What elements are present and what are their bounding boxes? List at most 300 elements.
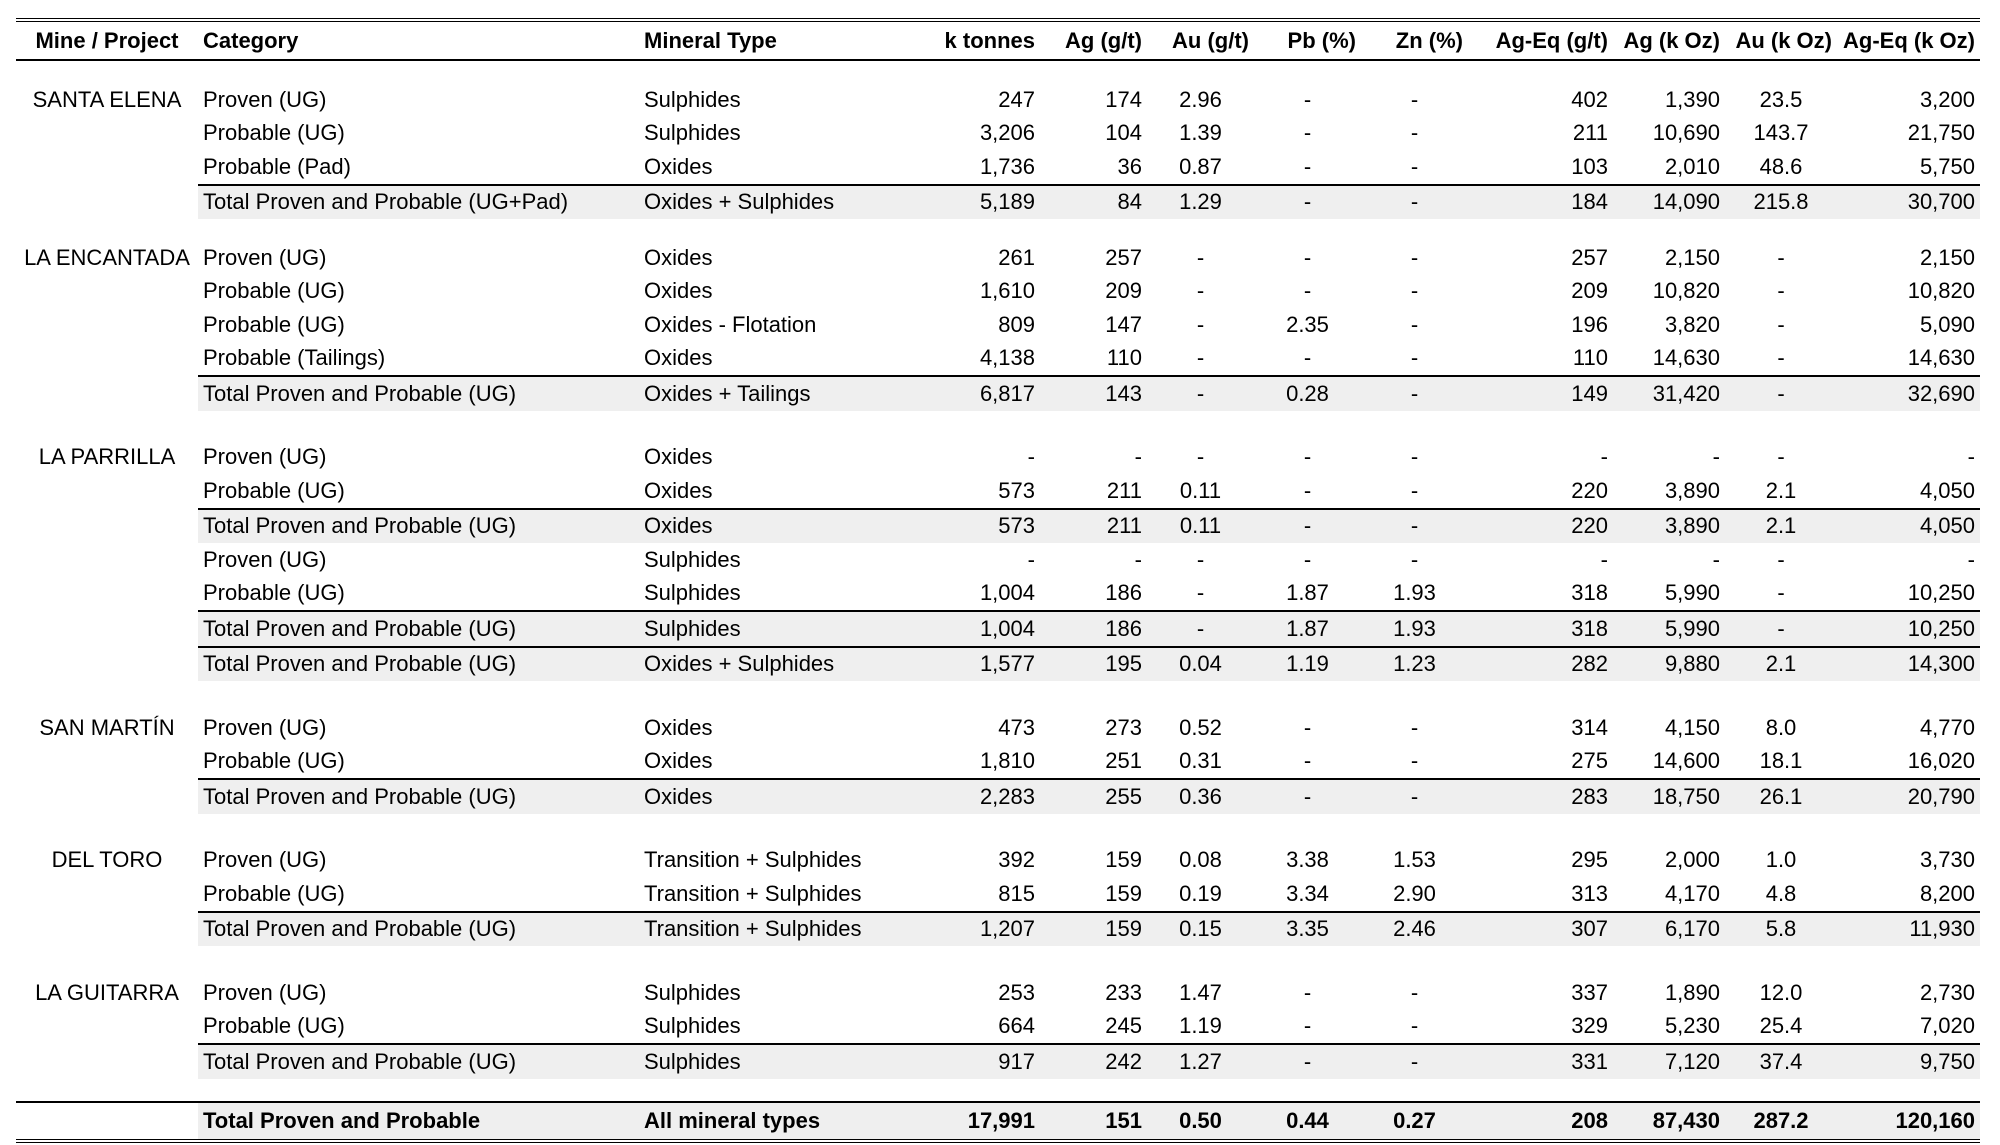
au-koz-cell: 2.1 — [1725, 647, 1837, 682]
zn-pct-cell: - — [1410, 120, 1419, 146]
table-row — [16, 117, 1980, 151]
au-gt-cell — [1147, 814, 1254, 844]
mineral-type-cell — [639, 681, 909, 711]
mineral-type-cell: All mineral types — [639, 1102, 909, 1141]
ageq-gt-cell: 314 — [1571, 714, 1608, 740]
k-tonnes-cell — [909, 60, 1040, 83]
ageq-koz-cell — [1837, 1079, 1980, 1102]
ageq-gt-cell — [1468, 814, 1613, 844]
au-koz-cell: 48.6 — [1759, 153, 1803, 179]
k-tonnes-cell: 917 — [909, 1044, 1040, 1079]
zn-pct-cell: - — [1410, 311, 1419, 337]
table-row — [16, 877, 1980, 912]
ag-gt-cell — [1040, 60, 1147, 83]
header-row — [16, 20, 1980, 60]
category-cell: Total Proven and Probable (UG) — [198, 376, 639, 411]
ageq-gt-cell: 149 — [1468, 376, 1613, 411]
mineral-type-cell — [639, 946, 909, 976]
category-cell: Total Proven and Probable (UG+Pad) — [198, 185, 639, 220]
ag-gt-cell — [1040, 681, 1147, 711]
pb-pct-cell: - — [1303, 444, 1312, 470]
zn-pct-cell — [1361, 60, 1468, 83]
mine-cell — [16, 745, 198, 780]
mine-cell — [16, 219, 198, 241]
pb-pct-cell: - — [1303, 1013, 1312, 1039]
k-tonnes-cell: 1,577 — [909, 647, 1040, 682]
mineral-type-cell: Sulphides — [644, 546, 741, 572]
table-row — [16, 711, 1980, 745]
mine-cell: LA GUITARRA — [35, 979, 179, 1005]
mine-cell — [16, 814, 198, 844]
zn-pct-cell — [1361, 411, 1468, 441]
ageq-gt-cell — [1468, 946, 1613, 976]
ag-koz-cell: 3,890 — [1613, 509, 1725, 544]
au-koz-cell: 37.4 — [1725, 1044, 1837, 1079]
zn-pct-cell: - — [1410, 714, 1419, 740]
ag-gt-cell: 36 — [1117, 153, 1142, 179]
mineral-type-cell: Oxides - Flotation — [644, 311, 817, 337]
table-row — [16, 275, 1980, 309]
category-cell: Proven (UG) — [203, 847, 327, 873]
ag-koz-cell — [1613, 219, 1725, 241]
au-koz-cell: - — [1777, 345, 1785, 371]
mine-cell — [16, 117, 198, 151]
zn-pct-cell: - — [1410, 1013, 1419, 1039]
ageq-koz-cell: 5,750 — [1919, 153, 1975, 179]
au-gt-cell: 1.39 — [1179, 120, 1222, 146]
col-header-au-gt: Au (g/t) — [1147, 20, 1254, 60]
ag-gt-cell: 195 — [1040, 647, 1147, 682]
table-row — [16, 83, 1980, 117]
au-gt-cell: 2.96 — [1179, 86, 1222, 112]
ag-koz-cell: 31,420 — [1613, 376, 1725, 411]
ageq-koz-cell: 5,090 — [1919, 311, 1975, 337]
mine-cell — [16, 1010, 198, 1045]
k-tonnes-cell: 2,283 — [909, 779, 1040, 814]
col-header-k-tonnes: k tonnes — [909, 20, 1040, 60]
mineral-type-cell: Sulphides — [644, 120, 741, 146]
k-tonnes-cell: 1,736 — [979, 153, 1035, 179]
zn-pct-cell: - — [1410, 979, 1419, 1005]
pb-pct-cell: - — [1303, 120, 1312, 146]
ageq-koz-cell: 2,150 — [1919, 244, 1975, 270]
ageq-koz-cell: 4,050 — [1837, 509, 1980, 544]
category-cell: Probable (UG) — [203, 311, 345, 337]
category-cell: Proven (UG) — [203, 546, 327, 572]
ag-koz-cell: 4,150 — [1664, 714, 1720, 740]
k-tonnes-cell: 1,004 — [909, 611, 1040, 647]
ageq-gt-cell: 110 — [1572, 345, 1608, 371]
au-gt-cell: - — [1196, 546, 1205, 572]
ag-gt-cell: 251 — [1105, 748, 1142, 774]
col-header-mine: Mine / Project — [16, 20, 198, 60]
au-koz-cell: 1.0 — [1765, 847, 1797, 873]
ag-koz-cell: 5,990 — [1664, 580, 1720, 606]
ag-koz-cell: 14,090 — [1613, 185, 1725, 220]
ageq-gt-cell: 220 — [1571, 477, 1608, 503]
pb-pct-cell — [1254, 1079, 1361, 1102]
ag-gt-cell: 159 — [1105, 847, 1142, 873]
ageq-koz-cell: 2,730 — [1919, 979, 1975, 1005]
table-row — [16, 241, 1980, 275]
pb-pct-cell: 3.38 — [1286, 847, 1329, 873]
mineral-type-cell: Oxides — [644, 278, 713, 304]
au-koz-cell: 18.1 — [1759, 748, 1803, 774]
ageq-gt-cell — [1468, 219, 1613, 241]
table-row — [16, 150, 1980, 185]
au-gt-cell: 0.11 — [1147, 509, 1254, 544]
au-gt-cell — [1147, 1079, 1254, 1102]
pb-pct-cell: - — [1303, 244, 1312, 270]
ageq-koz-cell: 14,300 — [1837, 647, 1980, 682]
au-gt-cell — [1147, 60, 1254, 83]
mine-cell — [16, 308, 198, 342]
category-cell: Probable (UG) — [203, 278, 345, 304]
pb-pct-cell: 1.19 — [1254, 647, 1361, 682]
ageq-koz-cell: 10,250 — [1907, 580, 1975, 606]
pb-pct-cell: 0.44 — [1254, 1102, 1361, 1141]
ag-koz-cell: - — [1712, 444, 1720, 470]
mineral-reserves-table — [16, 18, 1980, 1143]
au-koz-cell: 287.2 — [1725, 1102, 1837, 1141]
au-koz-cell: 143.7 — [1753, 120, 1809, 146]
au-gt-cell: - — [1196, 444, 1205, 470]
mine-cell: LA PARRILLA — [38, 444, 176, 470]
ag-koz-cell — [1613, 60, 1725, 83]
k-tonnes-cell: 573 — [998, 477, 1035, 503]
ageq-koz-cell: - — [1967, 444, 1975, 470]
k-tonnes-cell — [909, 681, 1040, 711]
total-row — [16, 376, 1980, 411]
mineral-type-cell: Oxides + Sulphides — [639, 647, 909, 682]
ageq-gt-cell: 103 — [1571, 153, 1608, 179]
zn-pct-cell: - — [1410, 86, 1419, 112]
mine-cell — [16, 877, 198, 912]
ag-koz-cell: 10,690 — [1652, 120, 1720, 146]
au-koz-cell: - — [1777, 311, 1785, 337]
ageq-gt-cell: 282 — [1468, 647, 1613, 682]
ag-koz-cell: 5,230 — [1664, 1013, 1720, 1039]
k-tonnes-cell: 6,817 — [909, 376, 1040, 411]
spacer-row — [16, 681, 1980, 711]
table-row — [16, 844, 1980, 878]
spacer-row — [16, 411, 1980, 441]
au-koz-cell: - — [1777, 580, 1785, 606]
au-gt-cell: - — [1147, 611, 1254, 647]
zn-pct-cell: 1.23 — [1361, 647, 1468, 682]
ag-gt-cell — [1040, 946, 1147, 976]
ageq-koz-cell: 14,630 — [1907, 345, 1975, 371]
au-gt-cell: - — [1196, 244, 1205, 270]
mine-cell: LA ENCANTADA — [24, 244, 190, 270]
au-gt-cell: - — [1147, 376, 1254, 411]
au-gt-cell: 0.31 — [1179, 748, 1222, 774]
ag-gt-cell: 174 — [1105, 86, 1142, 112]
k-tonnes-cell: 1,207 — [909, 912, 1040, 947]
au-koz-cell — [1725, 219, 1837, 241]
col-header-mineral-type: Mineral Type — [639, 20, 909, 60]
pb-pct-cell: 3.34 — [1286, 880, 1329, 906]
total-row — [16, 1044, 1980, 1079]
au-gt-cell: 0.04 — [1147, 647, 1254, 682]
col-header-pb-pct: Pb (%) — [1254, 20, 1361, 60]
total-row — [16, 611, 1980, 647]
ag-koz-cell: 2,010 — [1664, 153, 1720, 179]
ageq-gt-cell: 337 — [1571, 979, 1608, 1005]
mineral-type-cell: Oxides — [644, 345, 713, 371]
zn-pct-cell: - — [1361, 185, 1468, 220]
category-cell — [198, 946, 639, 976]
category-cell: Proven (UG) — [203, 444, 327, 470]
ageq-gt-cell: 283 — [1468, 779, 1613, 814]
mine-cell — [16, 342, 198, 377]
ag-gt-cell: 209 — [1105, 278, 1142, 304]
mine-cell — [16, 474, 198, 509]
ag-gt-cell — [1040, 1079, 1147, 1102]
ageq-gt-cell — [1468, 411, 1613, 441]
pb-pct-cell: - — [1254, 185, 1361, 220]
ag-koz-cell: 3,890 — [1664, 477, 1720, 503]
ag-gt-cell: 242 — [1040, 1044, 1147, 1079]
ageq-gt-cell: 307 — [1468, 912, 1613, 947]
k-tonnes-cell — [909, 411, 1040, 441]
ageq-koz-cell: 10,820 — [1907, 278, 1975, 304]
spacer-row — [16, 1079, 1980, 1102]
ageq-koz-cell — [1837, 814, 1980, 844]
ageq-gt-cell: 257 — [1571, 244, 1608, 270]
ageq-koz-cell: 32,690 — [1837, 376, 1980, 411]
pb-pct-cell: 0.28 — [1254, 376, 1361, 411]
col-header-ageq-koz: Ag-Eq (k Oz) — [1837, 20, 1980, 60]
category-cell: Total Proven and Probable (UG) — [198, 912, 639, 947]
au-koz-cell: 23.5 — [1759, 86, 1803, 112]
ag-koz-cell: 18,750 — [1613, 779, 1725, 814]
mineral-type-cell — [639, 411, 909, 441]
mineral-type-cell: Sulphides — [644, 1013, 741, 1039]
pb-pct-cell: - — [1303, 153, 1312, 179]
zn-pct-cell: - — [1410, 477, 1419, 503]
table-row — [16, 441, 1980, 475]
ag-gt-cell: 147 — [1105, 311, 1142, 337]
au-gt-cell: 0.87 — [1179, 153, 1222, 179]
category-cell: Total Proven and Probable (UG) — [198, 647, 639, 682]
au-koz-cell — [1725, 411, 1837, 441]
mineral-type-cell: Oxides — [644, 444, 713, 470]
total-row — [16, 185, 1980, 220]
pb-pct-cell — [1254, 946, 1361, 976]
mine-cell — [16, 150, 198, 185]
table-row — [16, 1010, 1980, 1045]
table-row — [16, 543, 1980, 577]
mine-cell — [16, 509, 198, 544]
pb-pct-cell: - — [1303, 345, 1312, 371]
ageq-gt-cell: 196 — [1571, 311, 1608, 337]
k-tonnes-cell — [909, 946, 1040, 976]
ag-gt-cell: 186 — [1105, 580, 1142, 606]
ag-koz-cell: 7,120 — [1613, 1044, 1725, 1079]
ag-koz-cell — [1613, 1079, 1725, 1102]
k-tonnes-cell: 3,206 — [979, 120, 1035, 146]
mineral-type-cell: Oxides — [644, 153, 713, 179]
col-header-ag-koz: Ag (k Oz) — [1613, 20, 1725, 60]
ageq-gt-cell: 295 — [1571, 847, 1608, 873]
ageq-koz-cell: 10,250 — [1837, 611, 1980, 647]
mineral-type-cell: Oxides — [644, 244, 713, 270]
mineral-type-cell: Sulphides — [644, 86, 741, 112]
mine-cell — [16, 681, 198, 711]
mine-cell — [16, 611, 198, 647]
au-gt-cell: 0.15 — [1147, 912, 1254, 947]
ag-gt-cell: 159 — [1040, 912, 1147, 947]
ag-koz-cell: 1,890 — [1664, 979, 1720, 1005]
k-tonnes-cell: 261 — [998, 244, 1035, 270]
pb-pct-cell: 1.87 — [1286, 580, 1329, 606]
k-tonnes-cell: 5,189 — [909, 185, 1040, 220]
mineral-type-cell: Transition + Sulphides — [639, 912, 909, 947]
au-gt-cell — [1147, 946, 1254, 976]
zn-pct-cell — [1361, 681, 1468, 711]
au-koz-cell: 2.1 — [1765, 477, 1797, 503]
au-gt-cell: - — [1196, 311, 1205, 337]
pb-pct-cell: 3.35 — [1254, 912, 1361, 947]
au-koz-cell: 2.1 — [1725, 509, 1837, 544]
category-cell: Proven (UG) — [203, 979, 327, 1005]
mineral-type-cell: Oxides — [639, 779, 909, 814]
table-row — [16, 745, 1980, 780]
au-gt-cell: - — [1196, 345, 1205, 371]
au-gt-cell: 0.36 — [1147, 779, 1254, 814]
zn-pct-cell: - — [1361, 1044, 1468, 1079]
au-koz-cell: 4.8 — [1765, 880, 1797, 906]
au-gt-cell — [1147, 681, 1254, 711]
ageq-koz-cell: 16,020 — [1907, 748, 1975, 774]
pb-pct-cell — [1254, 681, 1361, 711]
col-header-category: Category — [198, 20, 639, 60]
ag-gt-cell: 143 — [1040, 376, 1147, 411]
category-cell — [198, 814, 639, 844]
mineral-type-cell — [639, 814, 909, 844]
spacer-row — [16, 60, 1980, 83]
ag-koz-cell: - — [1712, 546, 1720, 572]
mineral-type-cell: Oxides + Sulphides — [639, 185, 909, 220]
ageq-koz-cell — [1837, 411, 1980, 441]
ageq-koz-cell: 3,730 — [1919, 847, 1975, 873]
zn-pct-cell: - — [1410, 444, 1419, 470]
zn-pct-cell — [1361, 814, 1468, 844]
au-koz-cell: 215.8 — [1725, 185, 1837, 220]
k-tonnes-cell: 1,004 — [979, 580, 1035, 606]
mine-cell: DEL TORO — [51, 847, 163, 873]
ageq-koz-cell — [1837, 219, 1980, 241]
pb-pct-cell — [1254, 219, 1361, 241]
category-cell: Total Proven and Probable (UG) — [198, 611, 639, 647]
grand-total-row — [16, 1102, 1980, 1141]
zn-pct-cell — [1361, 1079, 1468, 1102]
k-tonnes-cell: 1,810 — [979, 748, 1035, 774]
pb-pct-cell: - — [1254, 1044, 1361, 1079]
pb-pct-cell: - — [1303, 714, 1312, 740]
zn-pct-cell: - — [1361, 376, 1468, 411]
au-gt-cell: - — [1196, 580, 1205, 606]
ag-gt-cell: 233 — [1105, 979, 1142, 1005]
ag-koz-cell: 9,880 — [1613, 647, 1725, 682]
au-koz-cell: - — [1777, 278, 1785, 304]
zn-pct-cell: - — [1410, 546, 1419, 572]
ageq-gt-cell: 208 — [1468, 1102, 1613, 1141]
category-cell: Probable (UG) — [203, 1013, 345, 1039]
zn-pct-cell: 1.53 — [1393, 847, 1436, 873]
ag-koz-cell: 87,430 — [1613, 1102, 1725, 1141]
k-tonnes-cell: 1,610 — [979, 278, 1035, 304]
category-cell: Proven (UG) — [203, 244, 327, 270]
mine-cell — [16, 577, 198, 612]
au-gt-cell: 1.47 — [1179, 979, 1222, 1005]
table-row — [16, 577, 1980, 612]
category-cell — [198, 219, 639, 241]
category-cell: Probable (UG) — [203, 748, 345, 774]
category-cell: Total Proven and Probable (UG) — [198, 1044, 639, 1079]
au-gt-cell: 1.27 — [1147, 1044, 1254, 1079]
au-koz-cell: - — [1777, 244, 1785, 270]
ageq-gt-cell: 313 — [1571, 880, 1608, 906]
au-koz-cell: 12.0 — [1759, 979, 1803, 1005]
au-gt-cell: 0.11 — [1179, 477, 1222, 503]
pb-pct-cell: - — [1303, 477, 1312, 503]
au-koz-cell: - — [1777, 444, 1785, 470]
k-tonnes-cell: 4,138 — [979, 345, 1035, 371]
mine-cell: SANTA ELENA — [32, 86, 182, 112]
au-koz-cell: 26.1 — [1725, 779, 1837, 814]
ageq-gt-cell: 209 — [1571, 278, 1608, 304]
k-tonnes-cell: 247 — [998, 86, 1035, 112]
mine-cell — [16, 1079, 198, 1102]
ageq-gt-cell: 220 — [1468, 509, 1613, 544]
au-koz-cell: - — [1725, 611, 1837, 647]
ag-koz-cell — [1613, 814, 1725, 844]
zn-pct-cell: 1.93 — [1393, 580, 1436, 606]
au-gt-cell: 0.52 — [1179, 714, 1222, 740]
ag-koz-cell: 1,390 — [1664, 86, 1720, 112]
table-row — [16, 308, 1980, 342]
mine-cell — [16, 185, 198, 220]
mine-cell — [16, 275, 198, 309]
ag-koz-cell: 2,000 — [1664, 847, 1720, 873]
category-cell — [198, 411, 639, 441]
zn-pct-cell: - — [1410, 748, 1419, 774]
col-header-au-koz: Au (k Oz) — [1725, 20, 1837, 60]
ageq-koz-cell — [1837, 681, 1980, 711]
table-row — [16, 342, 1980, 377]
ag-koz-cell: 3,820 — [1664, 311, 1720, 337]
mineral-type-cell: Oxides — [644, 748, 713, 774]
ageq-koz-cell: 4,050 — [1919, 477, 1975, 503]
zn-pct-cell: - — [1410, 244, 1419, 270]
k-tonnes-cell: - — [1027, 546, 1035, 572]
category-cell: Total Proven and Probable — [198, 1102, 639, 1141]
au-koz-cell — [1725, 681, 1837, 711]
pb-pct-cell: - — [1303, 278, 1312, 304]
ageq-koz-cell: 4,770 — [1919, 714, 1975, 740]
mineral-type-cell: Oxides — [639, 509, 909, 544]
au-gt-cell: 0.08 — [1179, 847, 1222, 873]
ag-koz-cell: 5,990 — [1613, 611, 1725, 647]
ageq-gt-cell — [1468, 681, 1613, 711]
ageq-gt-cell: - — [1600, 546, 1608, 572]
ageq-gt-cell — [1468, 1079, 1613, 1102]
ageq-gt-cell: - — [1600, 444, 1608, 470]
ag-gt-cell: 84 — [1040, 185, 1147, 220]
zn-pct-cell: 2.90 — [1393, 880, 1436, 906]
